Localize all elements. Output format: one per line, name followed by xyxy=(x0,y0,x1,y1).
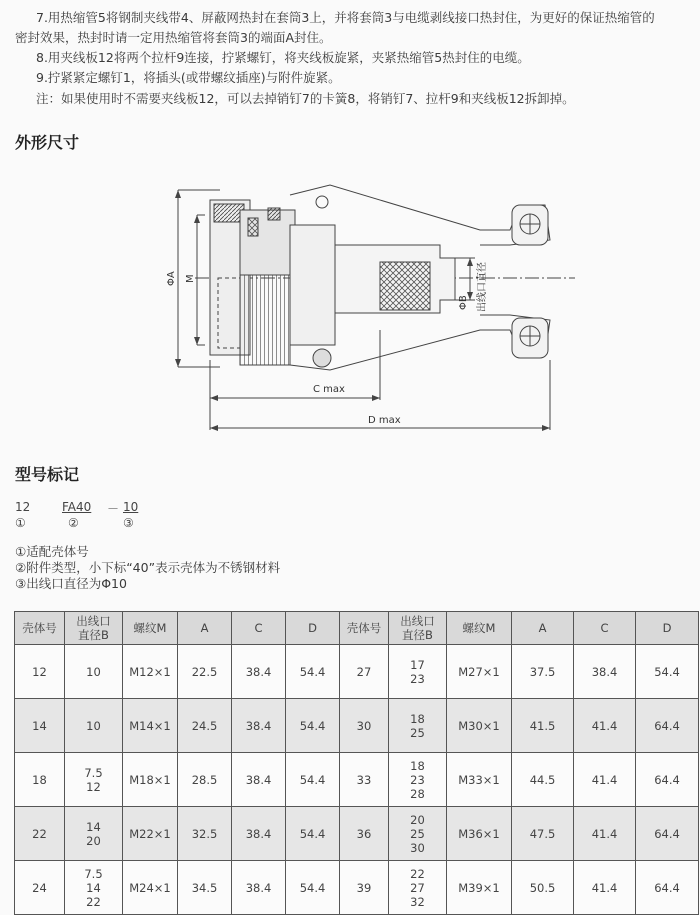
table-header-cell: A xyxy=(178,612,232,645)
table-cell: 32.5 xyxy=(178,807,232,861)
table-cell: 18 xyxy=(15,753,65,807)
table-header-cell: A xyxy=(512,612,574,645)
table-header-cell: 螺纹M xyxy=(123,612,178,645)
table-cell: 54.4 xyxy=(286,753,340,807)
table-cell: 54.4 xyxy=(286,645,340,699)
table-cell: 30 xyxy=(340,699,389,753)
table-cell: 54.4 xyxy=(286,861,340,915)
section-title-dimensions: 外形尺寸 xyxy=(15,133,80,152)
table-cell: 18 23 28 xyxy=(389,753,447,807)
model-part-2 xyxy=(62,500,91,514)
instruction-8: 8.用夹线板12将两个拉杆9连接，拧紧螺钉，将夹线板旋紧，夹紧热缩管5热封住的电缆。 xyxy=(36,50,530,65)
table-cell: M22×1 xyxy=(123,807,178,861)
table-cell: 54.4 xyxy=(286,699,340,753)
table-cell: M12×1 xyxy=(123,645,178,699)
table-cell: 64.4 xyxy=(636,753,699,807)
table-cell: 64.4 xyxy=(636,699,699,753)
table-cell: 24 xyxy=(15,861,65,915)
label-phi-b: ΦB xyxy=(458,295,469,310)
table-cell: 10 xyxy=(65,699,123,753)
table-cell: 37.5 xyxy=(512,645,574,699)
legend-2: ②附件类型，小下标“40”表示壳体为不锈钢材料 xyxy=(15,560,281,575)
label-c-max: C max xyxy=(313,384,345,395)
table-cell: M33×1 xyxy=(447,753,512,807)
model-index-2: ② xyxy=(68,516,79,530)
table-row xyxy=(15,753,699,807)
table-header-cell: C xyxy=(232,612,286,645)
table-cell: 38.4 xyxy=(232,645,286,699)
table-cell: 47.5 xyxy=(512,807,574,861)
table-cell: 44.5 xyxy=(512,753,574,807)
label-d-max: D max xyxy=(368,415,401,426)
table-header-cell: C xyxy=(574,612,636,645)
instruction-7b: 密封效果，热封时请一定用热缩管将套筒3的端面A封住。 xyxy=(15,30,332,45)
table-header-cell: 螺纹M xyxy=(447,612,512,645)
table-header-row xyxy=(15,612,699,645)
table-row xyxy=(15,807,699,861)
table-cell: 38.4 xyxy=(232,807,286,861)
table-cell: 7.5 12 xyxy=(65,753,123,807)
table-cell: 17 23 xyxy=(389,645,447,699)
table-cell: 22 xyxy=(15,807,65,861)
table-cell: 54.4 xyxy=(636,645,699,699)
table-header-cell: D xyxy=(286,612,340,645)
table-cell: 12 xyxy=(15,645,65,699)
label-phi-a: ΦA xyxy=(166,271,177,286)
model-index-3: ③ xyxy=(123,516,134,530)
legend-1: ①适配壳体号 xyxy=(15,544,89,559)
table-cell: 24.5 xyxy=(178,699,232,753)
table-row xyxy=(15,861,699,915)
table-cell: 36 xyxy=(340,807,389,861)
table-cell: 38.4 xyxy=(232,699,286,753)
table-cell: 39 xyxy=(340,861,389,915)
section-title-model: 型号标记 xyxy=(15,465,80,484)
table-cell: 14 xyxy=(15,699,65,753)
table-cell: 38.4 xyxy=(232,861,286,915)
table-cell: 33 xyxy=(340,753,389,807)
table-cell: 64.4 xyxy=(636,861,699,915)
table-cell: M36×1 xyxy=(447,807,512,861)
table-cell: 41.4 xyxy=(574,699,636,753)
label-phi-b-note: 出线口直径 xyxy=(477,262,488,312)
table-cell: M30×1 xyxy=(447,699,512,753)
table-cell: 64.4 xyxy=(636,807,699,861)
table-cell: M27×1 xyxy=(447,645,512,699)
table-cell: 41.4 xyxy=(574,807,636,861)
table-cell: 14 20 xyxy=(65,807,123,861)
spec-table xyxy=(14,611,699,915)
table-cell: 22 27 32 xyxy=(389,861,447,915)
instruction-note: 注：如果使用时不需要夹线板12，可以去掉销钉7的卡簧8，将销钉7、拉杆9和夹线板12拆卸掉。 xyxy=(36,91,575,106)
table-cell: 41.5 xyxy=(512,699,574,753)
model-index-1: ① xyxy=(15,516,26,530)
table-header-cell: 出线口 直径B xyxy=(65,612,123,645)
table-row xyxy=(15,699,699,753)
table-cell: 41.4 xyxy=(574,753,636,807)
table-cell: M39×1 xyxy=(447,861,512,915)
table-cell: 50.5 xyxy=(512,861,574,915)
instruction-7a: 7.用热缩管5将钢制夹线带4、屏蔽网热封在套筒3上，并将套筒3与电缆剥线接口热封住，为更好的保证热缩管的 xyxy=(36,10,655,25)
table-cell: 27 xyxy=(340,645,389,699)
table-header-cell: D xyxy=(636,612,699,645)
label-m: M xyxy=(185,274,196,283)
model-part-2-text: FA40 xyxy=(62,500,92,514)
table-cell: M14×1 xyxy=(123,699,178,753)
instruction-9: 9.拧紧紧定螺钉1，将插头(或带螺纹插座)与附件旋紧。 xyxy=(36,70,341,85)
table-cell: 34.5 xyxy=(178,861,232,915)
model-part-3-text: 10 xyxy=(123,500,139,514)
table-cell: M18×1 xyxy=(123,753,178,807)
table-cell: 20 25 30 xyxy=(389,807,447,861)
table-cell: 41.4 xyxy=(574,861,636,915)
table-cell: 10 xyxy=(65,645,123,699)
table-cell: M24×1 xyxy=(123,861,178,915)
table-header-cell: 壳体号 xyxy=(340,612,389,645)
table-header-cell: 出线口 直径B xyxy=(389,612,447,645)
model-dash: － xyxy=(107,502,120,516)
table-cell: 28.5 xyxy=(178,753,232,807)
table-cell: 38.4 xyxy=(574,645,636,699)
legend-3: ③出线口直径为Φ10 xyxy=(15,576,127,591)
table-cell: 7.5 14 22 xyxy=(65,861,123,915)
table-cell: 54.4 xyxy=(286,807,340,861)
table-cell: 22.5 xyxy=(178,645,232,699)
table-header-cell: 壳体号 xyxy=(15,612,65,645)
table-row xyxy=(15,645,699,699)
table-cell: 38.4 xyxy=(232,753,286,807)
table-cell: 18 25 xyxy=(389,699,447,753)
model-part-1: 12 xyxy=(15,500,31,514)
connector-dimension-drawing xyxy=(0,150,700,440)
model-part-3 xyxy=(123,500,138,514)
